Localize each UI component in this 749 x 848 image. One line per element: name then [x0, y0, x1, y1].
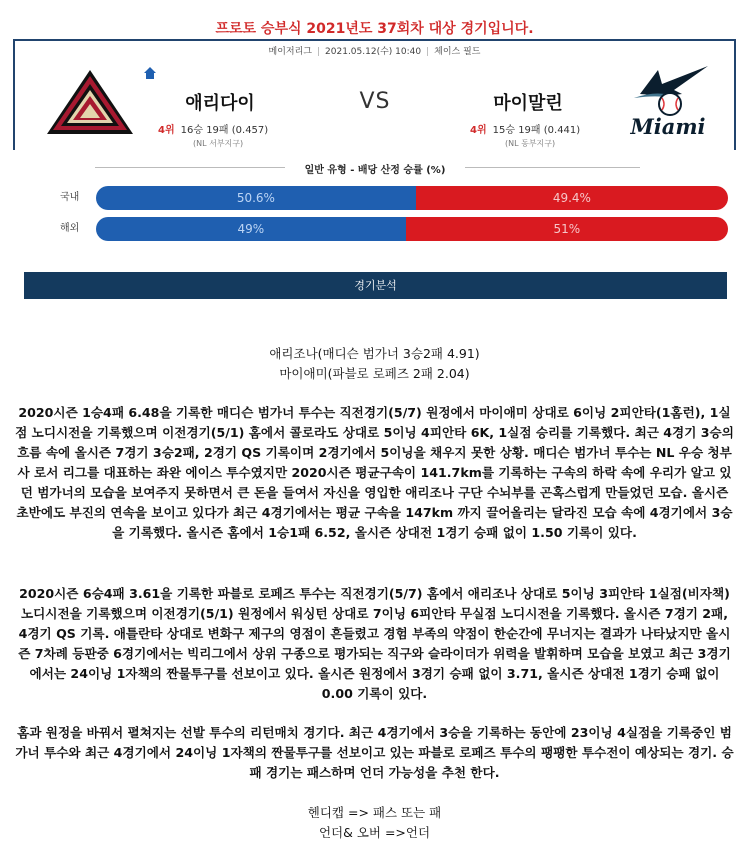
away-team-winloss: 15승 19패 (0.441): [492, 125, 581, 136]
home-pct-bar: 49%: [96, 217, 406, 241]
away-team-division: (NL 동부지구): [505, 139, 556, 148]
home-team-name: 애리다이: [185, 93, 255, 114]
handicap-pick: 헨디캡 => 패스 또는 패: [307, 805, 442, 820]
starting-pitchers: [0, 344, 749, 384]
home-team-record: [158, 121, 268, 136]
betting-title: 일반 유형 - 배당 산정 승률 (%): [285, 161, 465, 176]
right-frame-line: [734, 40, 736, 150]
betting-row-domestic: [60, 186, 728, 210]
betting-bar: [96, 217, 728, 241]
away-team-record: [470, 121, 580, 136]
home-team-rank: 4위: [158, 125, 175, 136]
home-icon: [143, 66, 157, 80]
page-title: 프로토 승부식 2021년도 37회차 대상 경기입니다.: [215, 21, 534, 37]
away-team-name: 마이말린: [493, 93, 563, 114]
home-pct-bar: 50.6%: [96, 186, 416, 210]
marlins-logo-text: Miami: [630, 114, 706, 138]
vs-label: VS: [359, 89, 391, 114]
analysis-paragraph-away-pitcher: 2020시즌 6승4패 3.61을 기록한 파블로 로페즈 투수는 직전경기(5/7) 홈에서 애리조나 상대로 5이닝 3피안타 1실점(비자책) 노디시전을 기록했으며 이전경기(5/1) 원정에서 워싱턴 상대로 7이닝 6피안타 무실점 노디시전을 기록했다. 올시즌 7경기 2패, 4경기 QS 기록. 애틀란타 상대로 변화구 제구의 영점이 흔들렸고 경험 부족의 약점이 한순간에 무너지는 결과가 나타났지만 올시즌 7차례 등판중 6경기에서는 빅리그에서 상위 구종으로 평가되는 직구와 슬라이더가 위력을 발휘하며 모습을 보였고 최근 3경기에서는 24이닝 1자책의 짠물투구를 선보이고 있다. 올시즌 원정에서 3경기 승패 없이 3.71, 올시즌 상대전 1경기 승패 없이 0.00 기록이 있다.: [18, 586, 731, 701]
match-datetime: 2021.05.12(수) 10:40: [325, 47, 422, 57]
home-pitcher: 애리조나(매디슨 범가너 3승2패 4.91): [269, 346, 480, 361]
analysis-paragraph-home-pitcher: 2020시즌 1승4패 6.48을 기록한 매디슨 범가너 투수는 직전경기(5/7) 원정에서 마이애미 상대로 6이닝 2피안타(1홈런), 1실점 노디시전을 기록했으며 이전경기(5/1) 홈에서 콜로라도 상대로 5이닝 4피안타 6K, 1실점 승리를 기록했다. 최근 4경기 3승의 흐름 속에 올시즌 7경기 3승2패, 2경기 QS 기록이며 2경기에서 5이닝을 채우지 못한 상황. 매디슨 범가너 투수는 NL 우승 청부사 로서 리그를 대표하는 좌완 에이스 투수였지만 2020시즌 평균구속이 141.7km를 기록하는 구속의 하락 속에 우리가 알고 있던 범가너의 모습을 보여주지 못하면서 큰 돈을 들여서 자신을 영입한 애리조나 구단 수뇌부를 곤혹스럽게 만들었던 모습. 올시즌 초반에도 부진의 연속을 보이고 있다가 최근 4경기에서는 평균 구속을 147km 까지 끌어올리는 달라진 모습 속에 4경기에서 3승을 기록했다. 올시즌 홈에서 1승1패 6.52, 올시즌 상대전 1경기 승패 없이 1.50 기록이 있다.: [15, 405, 734, 540]
pick-summary: [0, 803, 749, 843]
betting-bar: [96, 186, 728, 210]
away-pitcher: 마이애미(파블로 로페즈 2패 2.04): [279, 366, 470, 381]
header-top-rule: [13, 39, 736, 41]
away-team-rank: 4위: [470, 125, 487, 136]
home-team-winloss: 16승 19패 (0.457): [180, 125, 269, 136]
analysis-section-header: 경기분석: [24, 272, 727, 299]
league-label: 메이저리그: [268, 47, 312, 57]
away-team: [468, 89, 588, 115]
under-over-pick: 언더& 오버 =>언더: [318, 825, 431, 840]
betting-row-label: 국내: [60, 192, 80, 203]
left-frame-line: [13, 40, 15, 150]
betting-row-label: 해외: [60, 223, 80, 234]
diamondbacks-logo: [45, 68, 135, 136]
away-pct-bar: 51%: [406, 217, 728, 241]
analysis-paragraph-summary: 홈과 원정을 바꿔서 펼쳐지는 선발 투수의 리턴매치 경기다. 최근 4경기에서 3승을 기록하는 동안에 23이닝 4실점을 기록중인 범가너 투수와 최근 4경기에서 24이닝 1자책의 짠물투구를 선보이고 있는 파블로 로페즈 투수의 팽팽한 투수전이 예상되는 경기. 승패 경기는 패스하며 언더 가능성을 추천 한다.: [15, 725, 734, 780]
match-meta: 메이저리그 | 2021.05.12(수) 10:40 | 체이스 필드: [268, 47, 481, 57]
betting-row-overseas: [60, 217, 728, 241]
venue-label: 체이스 필드: [434, 47, 481, 57]
away-pct-bar: 49.4%: [416, 186, 728, 210]
home-team: [160, 89, 280, 115]
marlins-logo: [622, 64, 714, 138]
home-team-division: (NL 서부지구): [193, 139, 244, 148]
